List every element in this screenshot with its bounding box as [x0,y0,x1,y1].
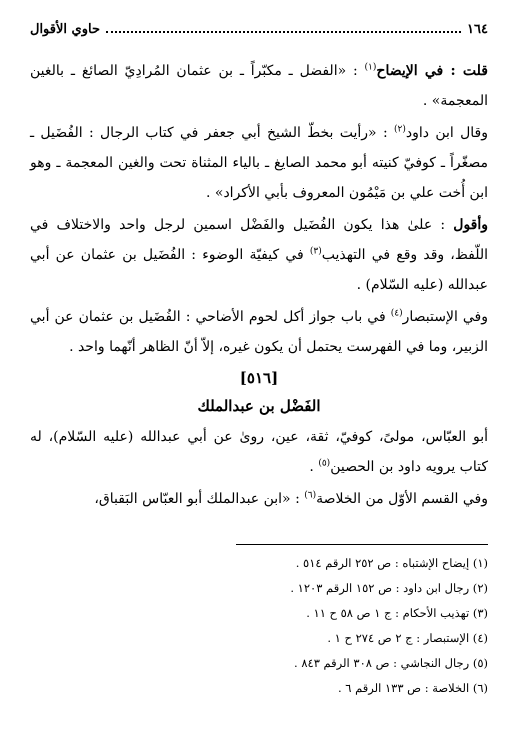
footnotes [30,551,488,701]
footnote-6: (٦) الخلاصة : ص ١٣٣ الرقم ٦ . [337,681,488,695]
footnote-separator [236,544,488,545]
paragraph-3-lead: وأقول [453,217,489,233]
running-title: حاوي الأقوال [30,22,100,37]
paragraph-2-text-b: : «رأيت بخطّ الشيخ أبي جعفر في كتاب الرجال : الفُضَيل ـ مصغّراً ـ كوفيّ كنيته أبو محمد الصايغ ـ بالياء المثناة تحت والغين المعجمة ـ وهو ابن أُخت علي بن مَيْمُون المعروف بأبي الأكراد» . [30,125,488,201]
paragraph-3 [30,210,488,300]
paragraph-6-text-b: : «ابن عبدالملك أبو العبّاس البَقباق، [94,491,300,507]
footnote-marker-5[interactable]: (٥) [318,458,331,469]
header-leader-dots [106,23,461,33]
footnote-marker-3[interactable]: (٣) [309,246,322,257]
paragraph-2-text-a: وقال ابن داود [405,125,488,141]
paragraph-1 [30,56,488,116]
paragraph-2 [30,118,488,208]
paragraph-1-lead: قلت : في الإيضاح [376,63,488,79]
footnote-marker-4[interactable]: (٤) [390,308,403,319]
footnote-4: (٤) الإستبصار : ج ٢ ص ٢٧٤ ح ١ . [327,631,488,645]
footnote-2: (٢) رجال ابن داود : ص ١٥٢ الرقم ١٢٠٣ . [290,581,488,595]
paragraph-6 [30,484,488,514]
paragraph-6-text-a: وفي القسم الأوّل من الخلاصة [316,491,488,507]
paragraph-4-text-b: في باب جواز أكل لحوم الأضاحي : الفُضَيل بن عثمان عن أبي الزبير، وما في الفهرست يحتمل أن يكون غيره، إلاّ أنّ الظاهر أنّهما واحد . [30,309,488,355]
paragraph-5-text-a: أبو العبّاس، مولىً، كوفيّ، ثقة، عين، روىٰ عن أبي عبدالله (عليه السّلام)، له كتاب يرويه داود بن الحصين [30,429,488,475]
footnote-marker-6[interactable]: (٦) [304,490,317,501]
footnote-marker-2[interactable]: (٢) [394,124,406,135]
paragraph-4-text-a: وفي الإستبصار [402,309,489,325]
paragraph-4 [30,302,488,362]
entry-title: الفَضْل بن عبدالملك [197,397,321,415]
paragraph-3-text-a: : علىٰ هذا يكون الفُضَيل والفَضْل اسمين لرجل واحد والاختلاف في اللّفظ، وقد وقع في التهذيب [30,217,488,263]
paragraph-1-text: : «الفضل ـ مكبّراً ـ بن عثمان المُرادِيّ الصائغ ـ بالغين المعجمة» . [30,63,488,109]
entry-number: [٥١٦] [239,369,279,387]
paragraph-5 [30,422,488,482]
footnote-3: (٣) تهذيب الأحكام : ج ١ ص ٥٨ ح ١١ . [306,606,488,620]
footnote-1: (١) إيضاح الإشتباه : ص ٢٥٢ الرقم ٥١٤ . [295,556,488,570]
page-number: ١٦٤ [467,22,488,37]
page-header [30,22,488,42]
main-text [30,56,488,514]
paragraph-5-text-b: . [309,459,314,475]
footnote-5: (٥) رجال النجاشي : ص ٣٠٨ الرقم ٨٤٣ . [294,656,488,670]
book-page [30,22,488,722]
paragraph-3-text-b: في كيفيّة الوضوء : الفُضَيل بن عثمان عن أبي عبدالله (عليه السّلام) . [30,247,488,293]
footnote-marker-1[interactable]: (١) [364,62,377,73]
